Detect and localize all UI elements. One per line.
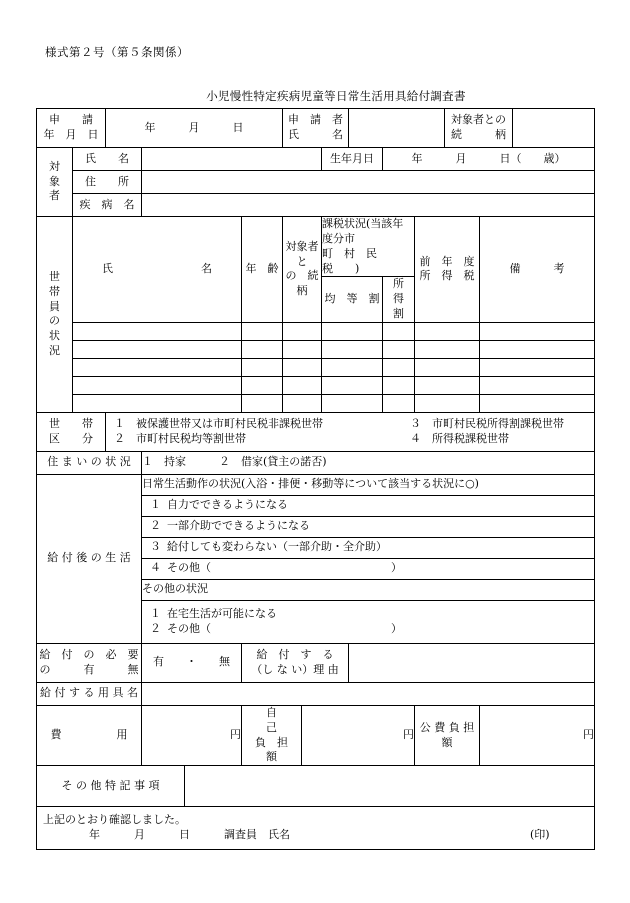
- adl-heading-row: [37, 474, 595, 495]
- self-pay-label-line1: 自 己: [266, 705, 332, 734]
- household-class-option-1[interactable]: １ 被保護世帯又は市町村民税非課税世帯: [114, 417, 323, 431]
- adl-option-2-label: 一部介助でできるようになる: [167, 519, 310, 533]
- application-date-label: [37, 109, 106, 148]
- household-class-options-line2: [106, 432, 594, 447]
- household-row-4-prev-income-tax[interactable]: [415, 394, 480, 412]
- household-side-label-char-0: 世: [49, 269, 60, 283]
- self-pay-label-line2: 負 担 額: [255, 735, 310, 764]
- other-option-1-num: １: [150, 607, 161, 621]
- necessity-label-line1: 給 付 の 必 要: [39, 648, 139, 662]
- household-row-4-name[interactable]: [73, 394, 242, 412]
- adl-option-4-close: ）: [391, 561, 402, 575]
- household-class-option-4[interactable]: ４ 所得税課税世帯: [410, 431, 509, 445]
- household-header-row: [37, 217, 595, 277]
- cost-label: 費 用: [37, 705, 142, 765]
- household-row-2-relation[interactable]: [283, 358, 322, 376]
- subject-side-label: [37, 148, 73, 217]
- household-row-2-remarks[interactable]: [480, 358, 595, 376]
- subject-birth-label: 生年月日: [322, 148, 383, 171]
- household-side-label: [37, 217, 73, 413]
- household-row-1-prev-income-tax[interactable]: [415, 340, 480, 358]
- adl-option-1-num: １: [150, 498, 161, 512]
- household-row-3-remarks[interactable]: [480, 376, 595, 394]
- household-row-0-prev-income-tax[interactable]: [415, 322, 480, 340]
- confirmation-year[interactable]: 年: [89, 828, 100, 842]
- household-row-3-income-levy[interactable]: [383, 376, 415, 394]
- cost-row: [37, 705, 595, 765]
- household-class-option-2[interactable]: ２ 市町村民税均等割世帯: [114, 431, 246, 445]
- other-option-2-num: ２: [150, 621, 161, 635]
- remarks-row: [37, 766, 595, 807]
- household-col-name-header: 氏 名: [73, 217, 242, 323]
- table-row: [37, 394, 595, 412]
- necessity-reason-label-line1: 給 付 す る: [256, 648, 334, 662]
- household-row-1-relation[interactable]: [283, 340, 322, 358]
- application-date-value[interactable]: 年 月 日: [106, 109, 283, 148]
- other-option-2-close: ）: [391, 621, 402, 635]
- item-name-value[interactable]: [142, 682, 595, 705]
- household-row-2-name[interactable]: [73, 358, 242, 376]
- household-class-label: [37, 412, 106, 451]
- household-row-0-name[interactable]: [73, 322, 242, 340]
- adl-option-2-num: ２: [150, 519, 161, 533]
- adl-option-3-num: ３: [150, 540, 161, 554]
- household-row-0-relation[interactable]: [283, 322, 322, 340]
- housing-status-label: 住 ま い の 状 況: [37, 451, 142, 474]
- housing-status-row: [37, 451, 595, 474]
- household-row-1-age[interactable]: [242, 340, 283, 358]
- remarks-label: そ の 他 特 記 事 項: [37, 766, 185, 807]
- applicant-name-value[interactable]: [349, 109, 445, 148]
- applicant-name-label-line2: 氏 名: [288, 128, 344, 141]
- household-row-1-name[interactable]: [73, 340, 242, 358]
- cost-unit: 円: [230, 728, 241, 742]
- confirmation-text: 上記のとおり確認しました。: [43, 813, 186, 827]
- table-row: [37, 340, 595, 358]
- household-row-3-name[interactable]: [73, 376, 242, 394]
- household-row-0-per-capita[interactable]: [322, 322, 383, 340]
- relation-to-subject-value[interactable]: [513, 109, 595, 148]
- public-pay-label: 公 費 負 担 額: [415, 705, 480, 765]
- inspector-name-label: 調査員 氏名: [224, 828, 290, 842]
- application-row: [37, 109, 595, 148]
- public-pay-unit: 円: [583, 728, 595, 742]
- public-pay-value[interactable]: [480, 705, 595, 765]
- applicant-name-label: [283, 109, 349, 148]
- household-row-1-income-levy[interactable]: [383, 340, 415, 358]
- adl-option-1-text: [142, 498, 594, 513]
- table-row: [37, 376, 595, 394]
- self-pay-label: [242, 705, 332, 765]
- remarks-value[interactable]: [185, 766, 595, 807]
- adl-option-2-text: [142, 519, 594, 534]
- other-option-2-label: その他（: [167, 621, 211, 635]
- adl-option-1[interactable]: [142, 495, 595, 516]
- household-class-options[interactable]: [106, 412, 595, 451]
- subject-side-label-char-2: 者: [49, 189, 60, 203]
- household-class-label-line2: 区 分: [49, 431, 93, 445]
- adl-option-4-num: ４: [150, 561, 161, 575]
- household-row-4-age[interactable]: [242, 394, 283, 412]
- confirmation-day[interactable]: 日: [179, 828, 190, 842]
- adl-option-1-label: 自力でできるようになる: [167, 498, 288, 512]
- adl-option-4[interactable]: [142, 558, 595, 579]
- document-title: 小児慢性特定疾病児童等日常生活用具給付調査書: [206, 89, 466, 103]
- adl-option-4-label: その他（: [167, 561, 211, 575]
- necessity-choice[interactable]: 有 ・ 無: [142, 643, 242, 682]
- subject-name-label: 氏 名: [73, 148, 142, 171]
- other-option-1[interactable]: [142, 607, 594, 622]
- household-row-1-remarks[interactable]: [480, 340, 595, 358]
- subject-address-label: 住 所: [73, 171, 142, 194]
- household-row-4-relation[interactable]: [283, 394, 322, 412]
- household-row-3-relation[interactable]: [283, 376, 322, 394]
- household-row-2-income-levy[interactable]: [383, 358, 415, 376]
- other-status-heading: その他の状況: [142, 579, 595, 600]
- other-option-2[interactable]: [142, 622, 594, 637]
- relation-label-line2: 続 柄: [451, 128, 507, 141]
- household-row-4-remarks[interactable]: [480, 394, 595, 412]
- applicant-name-label-line1: 申 請 者: [288, 113, 344, 127]
- item-name-label: 給 付 す る 用 具 名: [37, 682, 142, 705]
- household-col-age-header: 年 齢: [242, 217, 283, 323]
- household-side-label-char-3: の: [49, 314, 60, 328]
- form-number: 様式第２号（第５条関係）: [45, 45, 189, 59]
- subject-disease-value[interactable]: [142, 194, 595, 217]
- household-row-3-prev-income-tax[interactable]: [415, 376, 480, 394]
- item-name-row: [37, 682, 595, 705]
- household-tax-status-line2: 町 村 民 税 ): [322, 246, 388, 275]
- necessity-label-line2: の 有 無: [39, 662, 139, 676]
- adl-option-2[interactable]: [142, 516, 595, 537]
- household-tax-status-line1: 課税状況(当該年度分市: [322, 217, 404, 245]
- necessity-row: [37, 643, 595, 682]
- relation-to-subject-label: [445, 109, 513, 148]
- subject-address-value[interactable]: [142, 171, 595, 194]
- adl-option-3-label: 給付しても変わらない（一部介助・全介助）: [167, 540, 387, 554]
- household-row-2-prev-income-tax[interactable]: [415, 358, 480, 376]
- household-row-0-remarks[interactable]: [480, 322, 595, 340]
- household-prev-income-tax-line2: 所 得 税: [419, 269, 475, 283]
- application-date-label-line2: 年 月 日: [43, 128, 99, 141]
- household-row-3-age[interactable]: [242, 376, 283, 394]
- cost-value[interactable]: [142, 705, 242, 765]
- confirmation-block: [37, 807, 595, 850]
- household-row-0-income-levy[interactable]: [383, 322, 415, 340]
- household-relation-header-line1: 対象者と: [285, 239, 319, 268]
- confirmation-signature-line: [37, 828, 594, 843]
- adl-option-3[interactable]: [142, 537, 595, 558]
- household-prev-income-tax-line1: 前 年 度: [419, 254, 475, 268]
- household-remarks-header: 備 考: [480, 217, 595, 323]
- household-row-4-per-capita[interactable]: [322, 394, 383, 412]
- survey-form-table: [36, 108, 595, 850]
- table-row: [37, 358, 595, 376]
- household-row-3-per-capita[interactable]: [322, 376, 383, 394]
- other-option-1-label: 在宅生活が可能になる: [167, 607, 277, 621]
- confirmation-month[interactable]: 月: [134, 828, 145, 842]
- necessity-reason-label-line2: （し な い）理 由: [251, 662, 339, 676]
- household-side-label-char-5: 況: [49, 344, 60, 358]
- household-row-2-age[interactable]: [242, 358, 283, 376]
- household-row-2-per-capita[interactable]: [322, 358, 383, 376]
- necessity-reason-label: [242, 643, 349, 682]
- household-col-relation-header: [283, 217, 330, 323]
- household-class-options-line1: [106, 417, 594, 432]
- seal-mark: (印): [530, 828, 550, 842]
- household-row-0-age[interactable]: [242, 322, 283, 340]
- subject-side-label-char-0: 対: [49, 159, 60, 173]
- adl-option-4-text: [142, 561, 594, 576]
- application-date-label-line1: 申 請: [49, 113, 93, 127]
- household-side-label-char-1: 帯: [49, 284, 60, 298]
- household-side-label-char-4: 状: [49, 329, 60, 343]
- necessity-label: [37, 643, 142, 682]
- self-pay-unit: 円: [403, 728, 415, 742]
- household-row-1-per-capita[interactable]: [322, 340, 383, 358]
- household-tax-status-header: [322, 217, 415, 277]
- subject-name-value[interactable]: [142, 148, 322, 171]
- subject-name-row: [37, 148, 595, 171]
- relation-label-line1: 対象者との: [451, 113, 507, 127]
- other-status-options[interactable]: [142, 600, 595, 643]
- necessity-reason-value[interactable]: [349, 643, 595, 682]
- household-class-label-line1: 世 帯: [49, 417, 93, 431]
- household-relation-header-line2: の 続 柄: [285, 269, 330, 298]
- adl-option-3-text: [142, 540, 594, 555]
- adl-heading: 日常生活動作の状況(入浴・排便・移動等について該当する状況に○): [142, 474, 595, 495]
- subject-side-label-char-1: 象: [49, 174, 60, 188]
- subject-disease-row: [37, 194, 595, 217]
- household-side-label-char-2: 員: [49, 299, 60, 313]
- household-class-option-3[interactable]: ３ 市町村民税所得割課税世帯: [410, 417, 564, 431]
- after-benefit-label: 給 付 後 の 生 活: [37, 474, 142, 643]
- household-row-4-income-levy[interactable]: [383, 394, 415, 412]
- subject-disease-label: 疾 病 名: [73, 194, 142, 217]
- subject-address-row: [37, 171, 595, 194]
- household-income-levy-header: 所 得 割: [383, 277, 415, 323]
- confirmation-row: [37, 807, 595, 850]
- housing-status-options[interactable]: １ 持家 ２ 借家(貸主の諾否): [142, 451, 595, 474]
- table-row: [37, 322, 595, 340]
- household-per-capita-header: 均 等 割: [322, 277, 383, 323]
- household-class-row: [37, 412, 595, 451]
- household-prev-income-tax-header: [415, 217, 480, 323]
- subject-birth-value[interactable]: 年 月 日（ 歳）: [383, 148, 595, 171]
